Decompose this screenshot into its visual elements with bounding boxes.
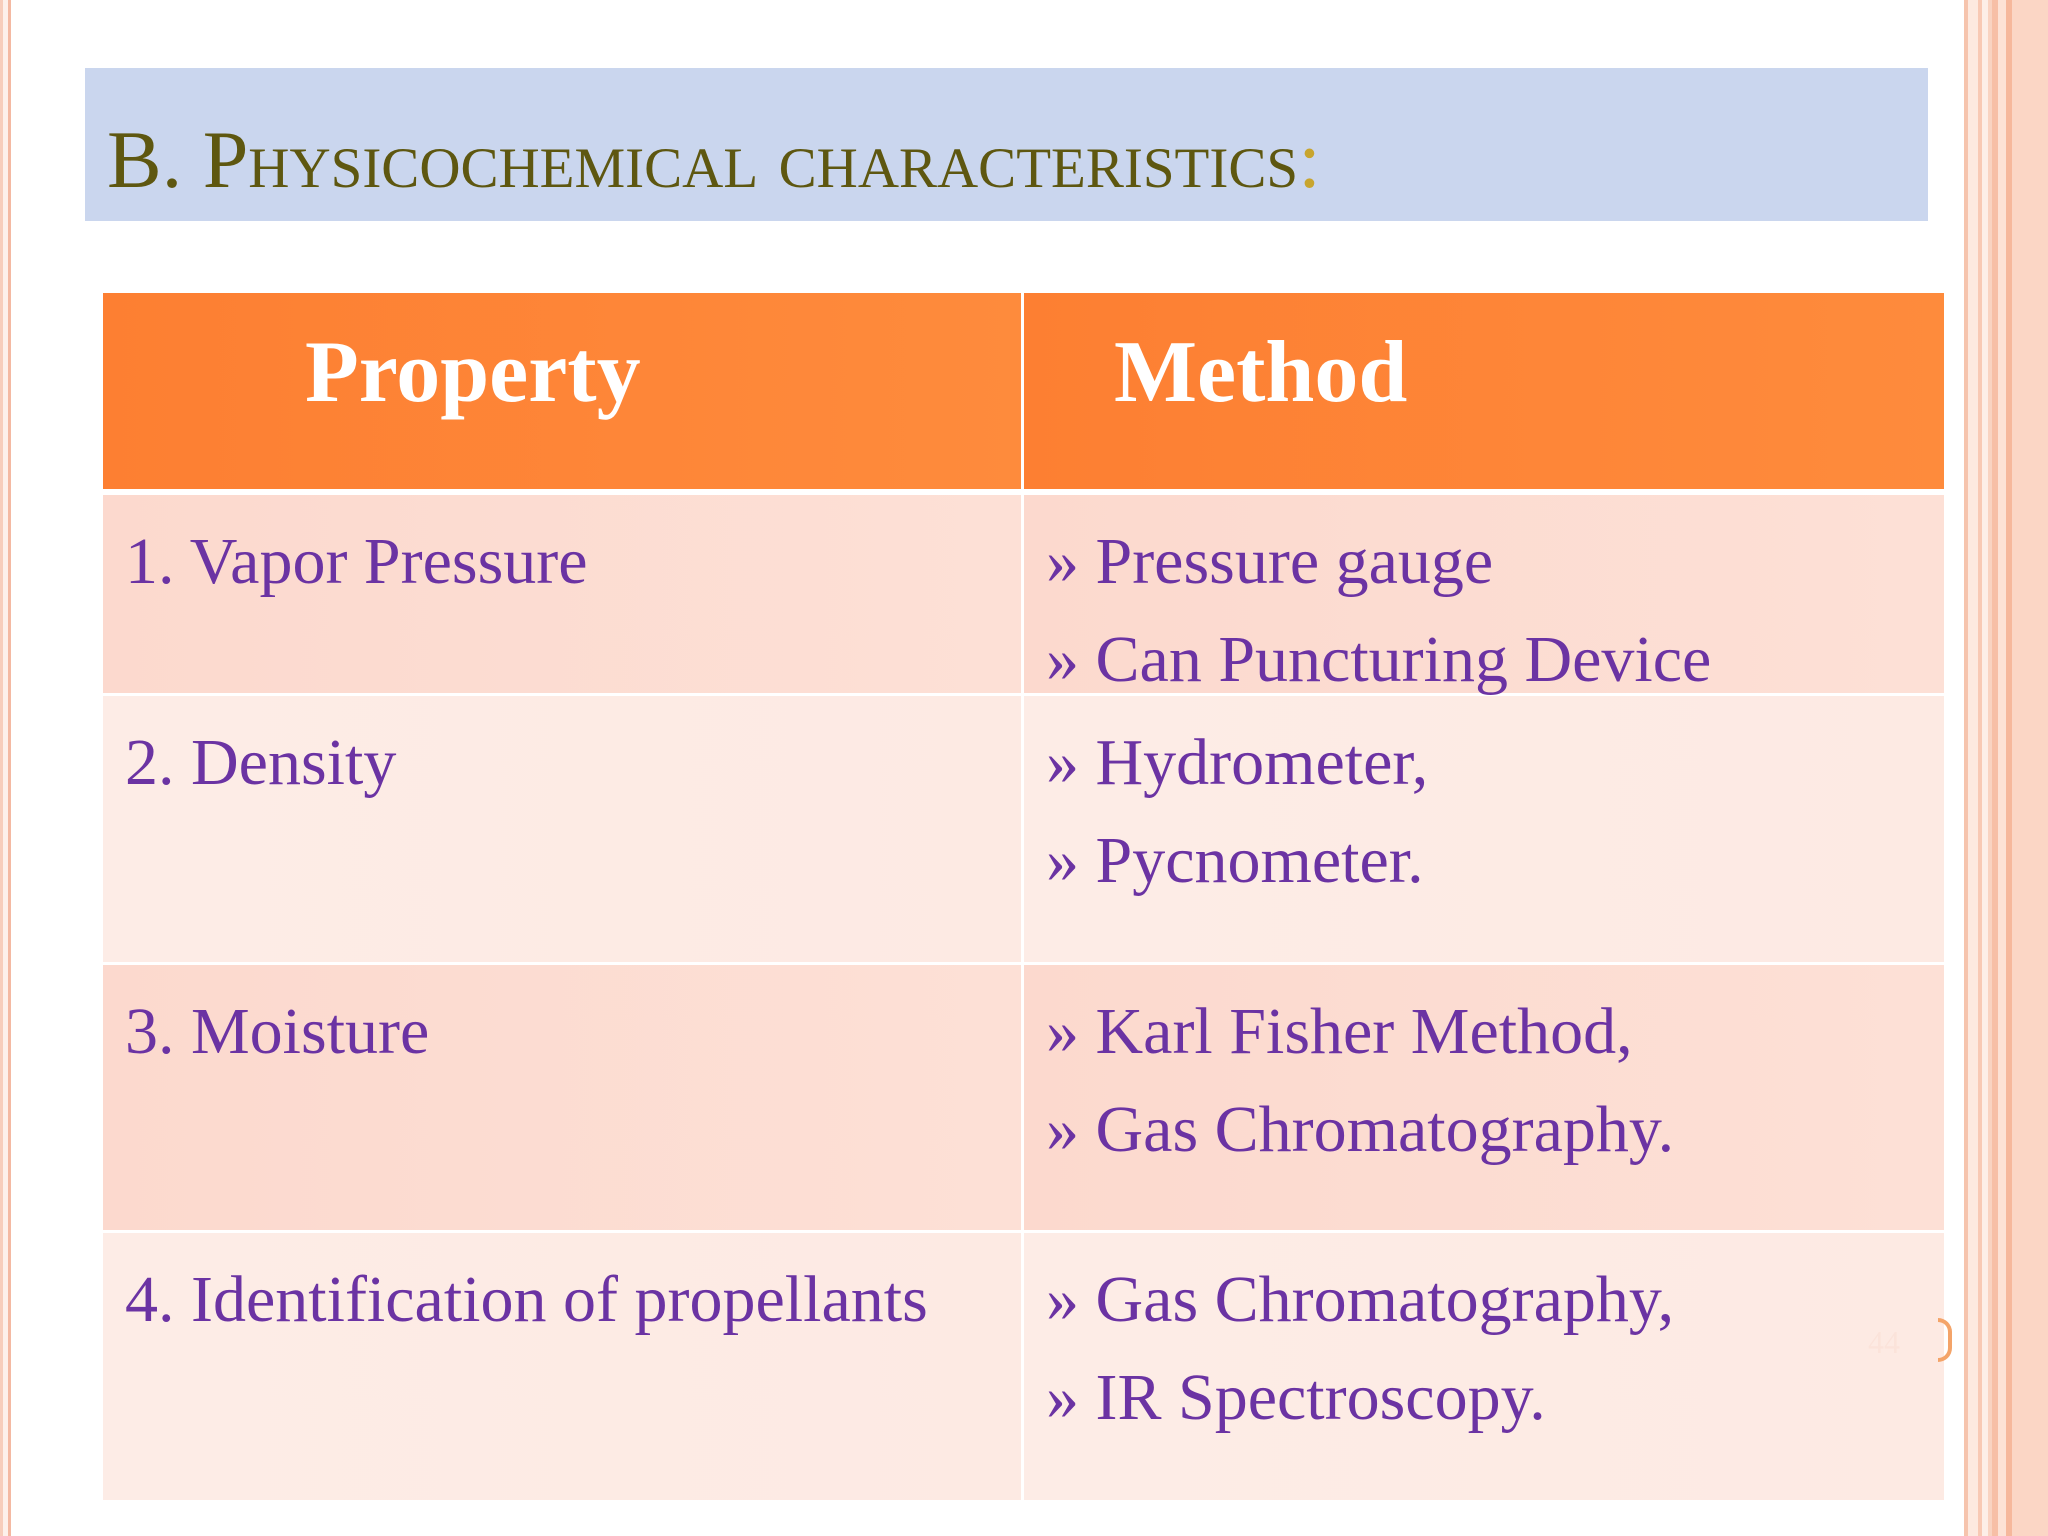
property-label: 3. Moisture (125, 995, 430, 1068)
method-cell (1024, 1233, 1944, 1500)
property-label: 4. Identification of propellants (125, 1263, 928, 1336)
method-cell (1024, 495, 1944, 696)
method-list (1046, 714, 1428, 910)
slide-title-text: B. Physicochemical characteristics (107, 114, 1299, 205)
table-row (103, 696, 1944, 962)
method-list (1046, 1251, 1674, 1447)
method-list (1046, 983, 1674, 1179)
property-label: 1. Vapor Pressure (125, 525, 588, 598)
table-row (103, 965, 1944, 1230)
method-item: » Can Puncturing Device (1046, 611, 1711, 709)
header-cell-property (103, 293, 1021, 489)
table-header-row (103, 293, 1944, 489)
property-cell (103, 1233, 1021, 1500)
header-property-label: Property (305, 324, 641, 421)
slide-title-colon: : (1298, 114, 1321, 205)
method-item: » Karl Fisher Method, (1046, 983, 1674, 1081)
method-item: » Pressure gauge (1046, 513, 1711, 611)
method-item: » Gas Chromatography, (1046, 1251, 1674, 1349)
table-row (103, 1233, 1944, 1500)
slide-right-border-stripes (1992, 0, 2048, 1536)
method-item: » Pycnometer. (1046, 812, 1428, 910)
header-method-label: Method (1114, 324, 1408, 421)
method-item: » IR Spectroscopy. (1046, 1349, 1674, 1447)
slide-number: 44 (1868, 1324, 1900, 1360)
method-item: » Hydrometer, (1046, 714, 1428, 812)
method-list (1046, 513, 1711, 709)
property-label: 2. Density (125, 726, 397, 799)
property-cell (103, 696, 1021, 962)
slide-number-bracket-icon (1938, 1318, 1952, 1362)
method-cell (1024, 696, 1944, 962)
property-cell (103, 495, 1021, 693)
method-cell (1024, 965, 1944, 1230)
slide-left-border (0, 0, 18, 1536)
property-cell (103, 965, 1021, 1230)
method-item: » Gas Chromatography. (1046, 1081, 1674, 1179)
slide-title (107, 112, 1321, 208)
header-cell-method (1024, 293, 1944, 489)
table-row (103, 495, 1944, 696)
